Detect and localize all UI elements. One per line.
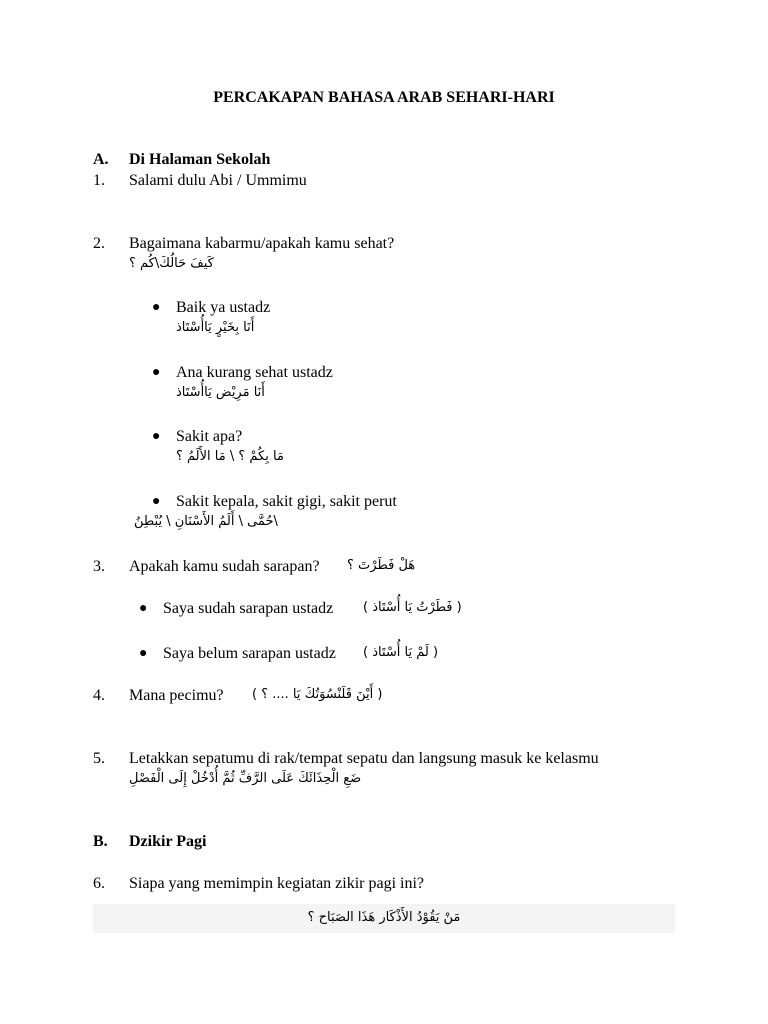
- section-b-label: B.: [93, 833, 108, 850]
- item-3-bullet-1-arabic: ( فَطَرْتُ يَا أُسْتَاذ ): [363, 600, 462, 615]
- bullet-icon: ●: [152, 429, 161, 444]
- item-6-number: 6.: [93, 875, 105, 892]
- item-3-text: Apakah kamu sudah sarapan?: [129, 558, 320, 575]
- item-6-text: Siapa yang memimpin kegiatan zikir pagi ini?: [129, 875, 425, 892]
- item-2-bullet-1-text: Baik ya ustadz: [176, 299, 271, 316]
- item-2-bullet-2-arabic: أَنَا مَرِيْض يَاأُسْتَاذ: [176, 385, 265, 400]
- item-1-text: Salami dulu Abi / Ummimu: [129, 172, 307, 189]
- item-5-number: 5.: [93, 750, 105, 767]
- item-2-bullet-3-text: Sakit apa?: [176, 428, 243, 445]
- item-3-bullet-2-text: Saya belum sarapan ustadz: [163, 645, 336, 662]
- bullet-icon: ●: [139, 646, 148, 661]
- item-2-bullet-2-text: Ana kurang sehat ustadz: [176, 364, 333, 381]
- section-a-heading: Di Halaman Sekolah: [129, 151, 271, 168]
- page-title: PERCAKAPAN BAHASA ARAB SEHARI-HARI: [213, 89, 555, 106]
- item-5-text: Letakkan sepatumu di rak/tempat sepatu dan langsung masuk ke kelasmu: [129, 750, 599, 767]
- item-2-bullet-4-text: Sakit kepala, sakit gigi, sakit perut: [176, 493, 397, 510]
- item-2-text: Bagaimana kabarmu/apakah kamu sehat?: [129, 235, 395, 252]
- item-3-arabic: هَلْ فَطَرْتَ ؟: [347, 558, 416, 573]
- item-4-number: 4.: [93, 687, 105, 704]
- item-2-arabic: كَيفَ حَالُكَ\كُم ؟: [129, 256, 214, 271]
- item-4-arabic: ( أَيْنَ قَلَنْسُوَتُكَ يَا .... ؟ ): [252, 687, 383, 702]
- item-2-number: 2.: [93, 235, 105, 252]
- item-2-bullet-4-arabic: \حُمَّى \ أَلَمُ الأَسْنَانِ \ يُبْطِنُ: [134, 514, 278, 529]
- item-6-arabic: مَنْ يَقُوْدُ الأَذْكَار هَذَا الصَبَاح ؟: [307, 910, 461, 925]
- bullet-icon: ●: [152, 300, 161, 315]
- item-4-text: Mana pecimu?: [129, 687, 224, 704]
- item-1-number: 1.: [93, 172, 105, 189]
- item-3-bullet-1-text: Saya sudah sarapan ustadz: [163, 600, 334, 617]
- item-5-arabic: ضَعِ الْحِذَائَكَ عَلَى الرَّفِّ ثُمَّ أُدْخُلْ إِلَى الْفَصْلِ: [129, 771, 362, 786]
- section-a-label: A.: [93, 151, 109, 168]
- item-2-bullet-3-arabic: مَا بِكُمْ ؟ \ مَا الأَلَمُ ؟: [176, 449, 284, 464]
- bullet-icon: ●: [139, 601, 148, 616]
- item-3-bullet-2-arabic: ( لَمْ يَا أُسْتَاذ ): [363, 645, 439, 660]
- item-2-bullet-1-arabic: أَنَا بِخَيْرٍ يَاأُسْتَاذ: [176, 320, 255, 335]
- item-3-number: 3.: [93, 558, 105, 575]
- section-b-heading: Dzikir Pagi: [129, 833, 207, 850]
- bullet-icon: ●: [152, 494, 161, 509]
- bullet-icon: ●: [152, 365, 161, 380]
